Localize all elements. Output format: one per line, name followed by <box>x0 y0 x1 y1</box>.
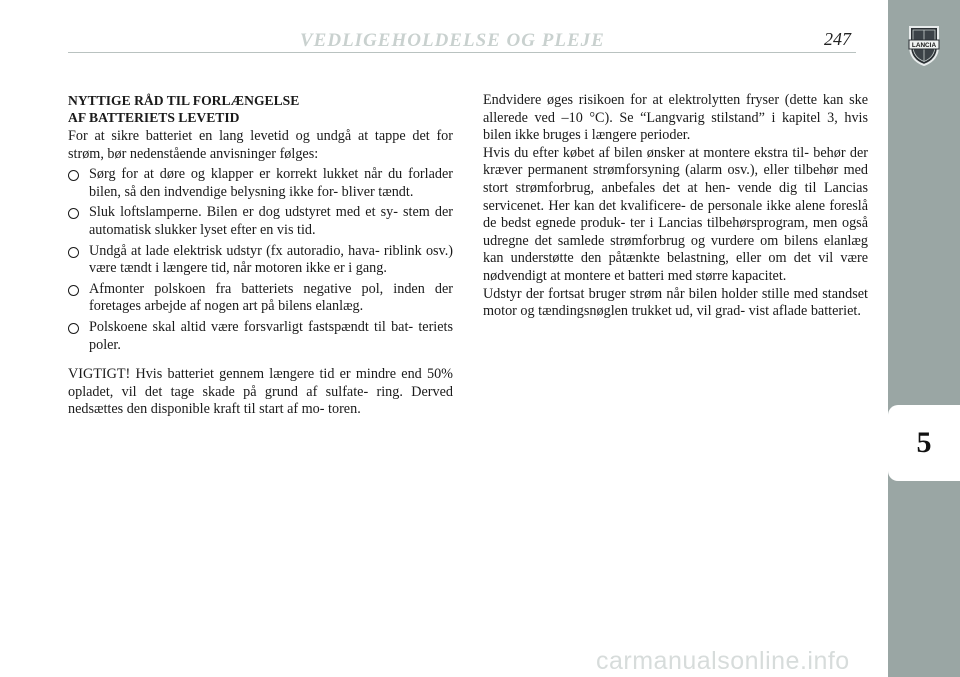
list-item <box>68 319 453 354</box>
intro-paragraph: For at sikre batteriet en lang levetid og undgå at tappe det for strøm, bør nedenstående anvisninger følges: <box>68 128 453 162</box>
page-number: 247 <box>824 29 851 49</box>
list-item <box>68 281 453 316</box>
section-heading <box>68 92 453 126</box>
list-item <box>68 204 453 239</box>
right-column <box>483 92 868 321</box>
running-title: VEDLIGEHOLDELSE OG PLEJE <box>300 30 605 51</box>
header-rule <box>68 52 856 53</box>
logo-text: LANCIA <box>911 42 937 49</box>
lancia-logo-icon <box>901 22 947 68</box>
chapter-number: 5 <box>916 426 932 459</box>
watermark: carmanualsonline.info <box>596 647 850 675</box>
list-item-text: Afmonter polskoen fra batteriets negative pol, inden der foretages arbejde af nogen art på bilens elanlæg. <box>89 280 453 315</box>
standby-drain-paragraph: Udstyr der fortsat bruger strøm når bilen holder stille med standset motor og tændingsnøglen trukket ud, vil grad- vist aflade batteriet. <box>483 285 868 320</box>
list-item <box>68 243 453 278</box>
section-heading-line-1: NYTTIGE RÅD TIL FORLÆNGELSE <box>68 93 300 108</box>
chapter-tab[interactable] <box>888 405 960 481</box>
important-note: VIGTIGT! Hvis batteriet gennem længere tid er mindre end 50% opladet, vil det tage skade på grund af sulfate- ring. Derved nedsættes den disponible kraft til start af mo- toren. <box>68 366 453 418</box>
list-item-text: Sluk loftslamperne. Bilen er dog udstyret med et sy- stem der automatisk slukker lyset efter en vis tid. <box>89 204 453 238</box>
list-item-text: Sørg for at døre og klapper er korrekt lukket når du forlader bilen, så den indvendige belysning ikke for- bliver tændt. <box>89 166 453 200</box>
freezing-risk-paragraph: Endvidere øges risikoen for at elektrolytten fryser (dette kan ske allerede ved –10 °C). Se “Langvarig stilstand” i kapitel 3, hvis bilen ikke bruges i længere perioder. <box>483 92 868 144</box>
circle-bullet-icon <box>68 208 79 219</box>
accessories-paragraph: Hvis du efter købet af bilen ønsker at montere ekstra til- behør der kræver permanent strømforsyning (alarm osv.), eller tilbehør med stort strømforbrug, anbefales det at hen- vende dig til Lancias servicenet. Her kan det kvalificere- de personale ikke alene foreslå de bedst egnede produk- ter i Lancias tilbehørsprogram, men også udregne det samlede strømforbrug og vurdere om bilens elanlæg kan understøtte den påtænkte belastning, eller om det vil være nødvendigt at montere et batteri med større kapacitet. <box>483 144 868 284</box>
list-item-text: Undgå at lade elektrisk udstyr (fx autoradio, hava- riblink osv.) være tændt i længere tid, når motoren ikke er i gang. <box>89 242 453 277</box>
advice-list <box>68 166 453 354</box>
chapter-side-band <box>888 0 960 677</box>
left-column <box>68 92 453 419</box>
circle-bullet-icon <box>68 170 79 181</box>
circle-bullet-icon <box>68 247 79 258</box>
circle-bullet-icon <box>68 323 79 334</box>
list-item-text: Polskoene skal altid være forsvarligt fastspændt til bat- teriets poler. <box>89 318 453 353</box>
spacer <box>68 354 453 366</box>
circle-bullet-icon <box>68 285 79 296</box>
section-heading-line-2: AF BATTERIETS LEVETID <box>68 110 240 125</box>
list-item <box>68 166 453 201</box>
